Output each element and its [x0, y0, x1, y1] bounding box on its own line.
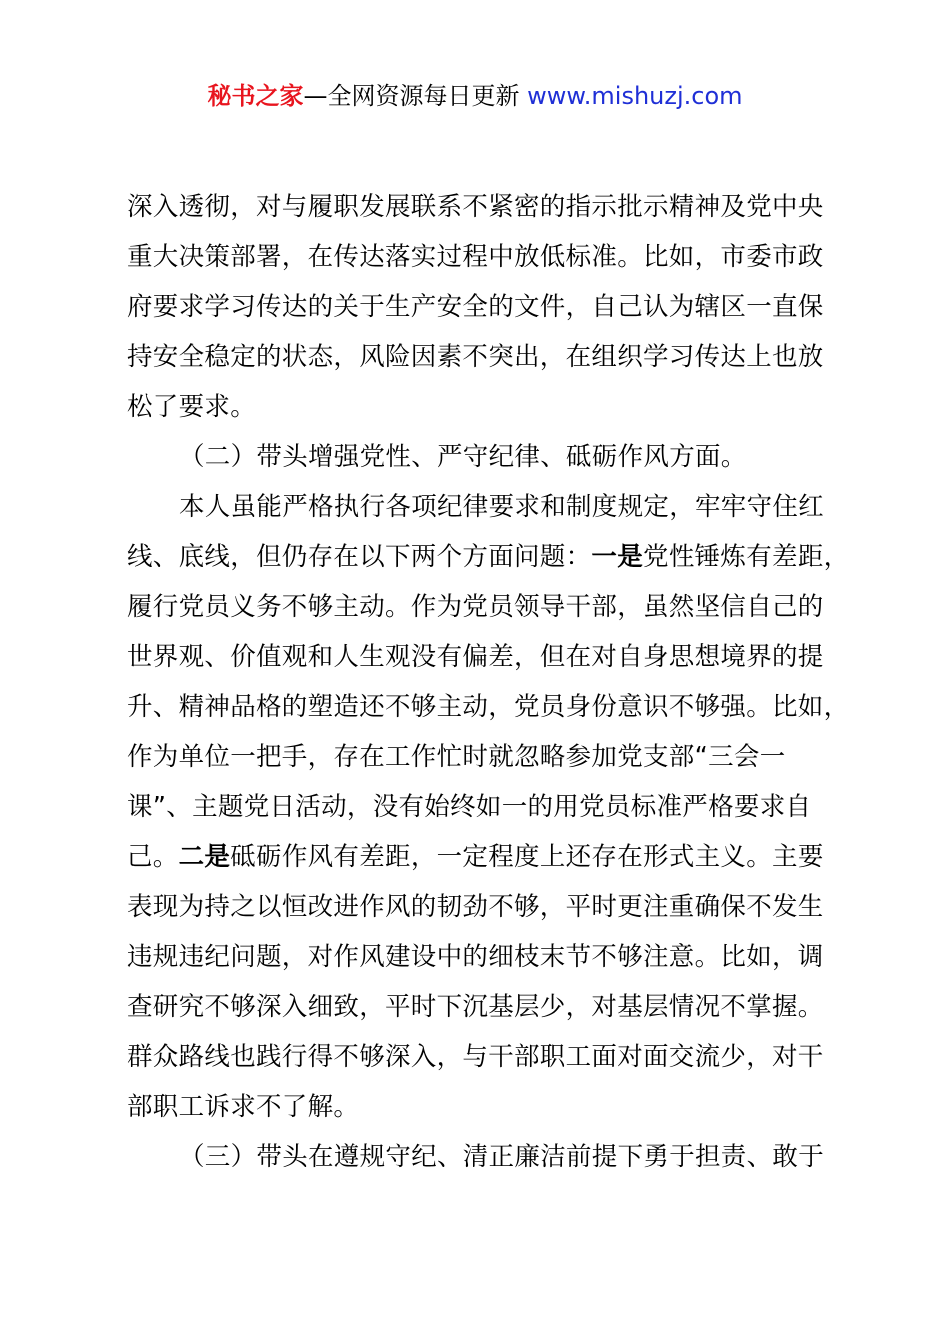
text-line: 部职工诉求不了解。 [127, 1092, 360, 1122]
text-line: 群众路线也践行得不够深入，与干部职工面对面交流少，对干 [127, 1042, 824, 1072]
text-run: 线、底线，但仍存在以下两个方面问题： [127, 542, 592, 572]
text-line-mixed [127, 832, 824, 882]
section-heading: （三）带头在遵规守纪、清正廉洁前提下勇于担责、敢于 [179, 1142, 825, 1172]
text-line: 违规违纪问题，对作风建设中的细枝末节不够注意。比如，调 [127, 942, 824, 972]
text-line: 作为单位一把手，存在工作忙时就忽略参加党支部“三会一 [127, 742, 786, 772]
text-line: 表现为持之以恒改进作风的韧劲不够，平时更注重确保不发生 [127, 892, 824, 922]
text-line: 履行党员义务不够主动。作为党员领导干部，虽然坚信自己的 [127, 592, 824, 622]
text-line: 课”、主题党日活动，没有始终如一的用党员标准严格要求自 [127, 792, 812, 822]
site-brand: 秘书之家 [207, 82, 304, 110]
section-heading: （二）带头增强党性、严守纪律、砥砺作风方面。 [179, 442, 747, 472]
text-line: 持安全稳定的状态，风险因素不突出，在组织学习传达上也放 [127, 342, 824, 372]
text-line: 松了要求。 [127, 392, 257, 422]
text-run: 己。 [127, 842, 179, 872]
text-line: 升、精神品格的塑造还不够主动，党员身份意识不够强。比如， [127, 692, 850, 722]
paragraph-first-line: 本人虽能严格执行各项纪律要求和制度规定，牢牢守住红 [179, 492, 825, 522]
bold-marker: 二是 [178, 842, 231, 872]
site-tagline: —全网资源每日更新 [303, 82, 520, 110]
text-line-mixed [127, 532, 849, 582]
text-line: 查研究不够深入细致，平时下沉基层少，对基层情况不掌握。 [127, 992, 824, 1022]
text-line: 深入透彻，对与履职发展联系不紧密的指示批示精神及党中央 [127, 192, 824, 222]
text-run: 砥砺作风有差距，一定程度上还存在形式主义。主要 [230, 842, 824, 872]
text-line: 重大决策部署，在传达落实过程中放低标准。比如，市委市政 [127, 242, 824, 272]
text-line: 府要求学习传达的关于生产安全的文件，自己认为辖区一直保 [127, 292, 824, 322]
site-header [0, 80, 950, 112]
text-line: 世界观、价值观和人生观没有偏差，但在对自身思想境界的提 [127, 642, 824, 672]
bold-marker: 一是 [591, 542, 644, 572]
text-run: 党性锤炼有差距， [643, 542, 850, 572]
site-url-link[interactable]: www.mishuzj.com [527, 82, 743, 110]
